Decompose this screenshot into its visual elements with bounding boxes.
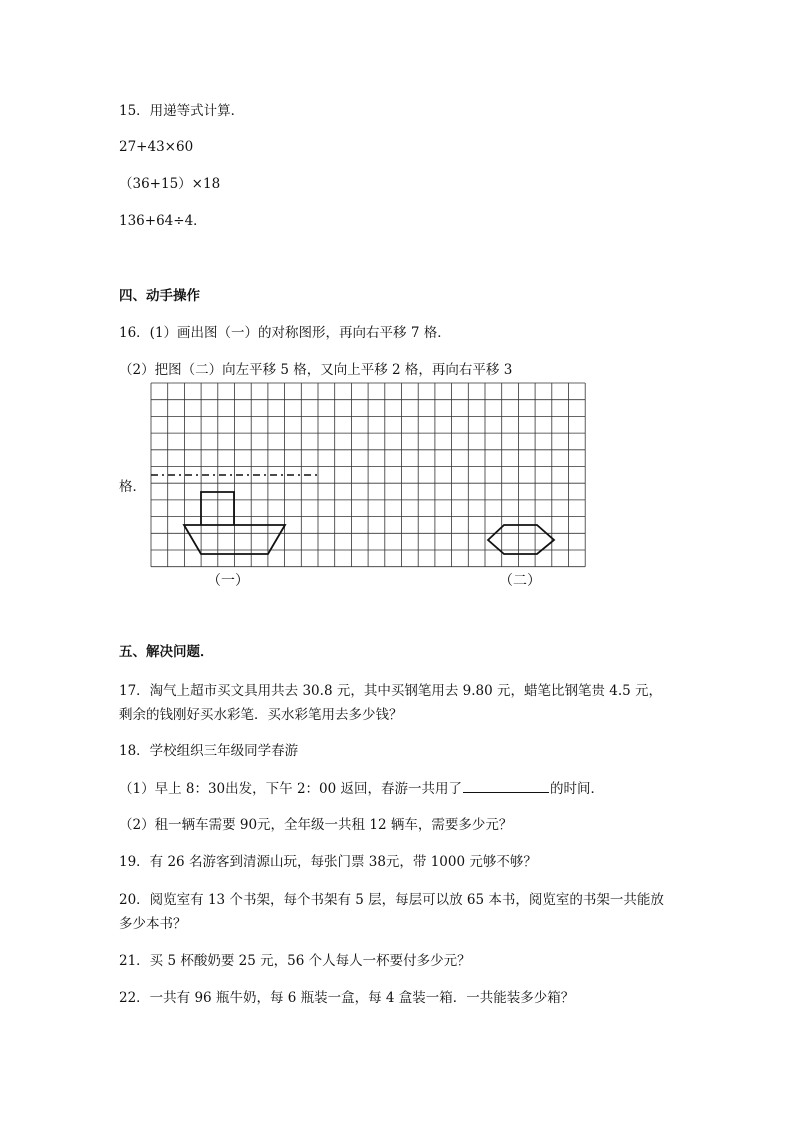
- q15-expression-2: （36+15）×18: [119, 176, 221, 192]
- grid-figure: [150, 382, 590, 592]
- grid-lines: [151, 383, 585, 567]
- figure-2-label: （二）: [499, 573, 541, 589]
- q18-text: 18．学校组织三年级同学春游: [119, 743, 299, 759]
- q15-expression-1: 27+43×60: [119, 139, 194, 155]
- section-4-heading: 四、动手操作: [119, 288, 200, 304]
- q18-part-1-after: 的时间．: [550, 781, 604, 797]
- q18-part-1: [119, 778, 604, 799]
- q21-text: 21．买 5 杯酸奶要 25 元，56 个人每人一杯要付多少元？: [119, 953, 471, 969]
- q17-text: 17．淘气上超市买文具用共去 30.8 元，其中买钢笔用去 9.80 元，蜡笔比钢笔贵 4.5 元，剩余的钱刚好买水彩笔．买水彩笔用去多少钱？: [119, 683, 663, 723]
- answer-blank[interactable]: [463, 778, 549, 793]
- q18-part-1-before: （1）早上 8：30出发，下午 2：00 返回，春游一共用了: [119, 781, 462, 797]
- q22-text: 22．一共有 96 瓶牛奶，每 6 瓶装一盒，每 4 盒装一箱．一共能装多少箱？: [119, 990, 575, 1006]
- q16-part-2-continued: 格．: [119, 479, 146, 495]
- q16-part-2: （2）把图（二）向左平移 5 格，又向上平移 2 格，再向右平移 3: [119, 362, 513, 378]
- q16-part-1: 16．(1）画出图（一）的对称图形，再向右平移 7 格．: [119, 325, 451, 341]
- q15-expression-3: 136+64÷4．: [119, 213, 207, 229]
- q18-part-2: （2）租一辆车需要 90元，全年级一共租 12 辆车，需要多少元？: [119, 817, 513, 833]
- figure-1-label: （一）: [207, 573, 249, 589]
- q19-text: 19．有 26 名游客到清源山玩，每张门票 38元，带 1000 元够不够？: [119, 854, 537, 870]
- section-5-heading: 五、解决问题．: [119, 644, 214, 660]
- q15-title: 15．用递等式计算．: [119, 103, 245, 119]
- q20-text: 20．阅览室有 13 个书架，每个书架有 5 层，每层可以放 65 本书，阅览室的书架一共能放多少本书？: [119, 892, 664, 932]
